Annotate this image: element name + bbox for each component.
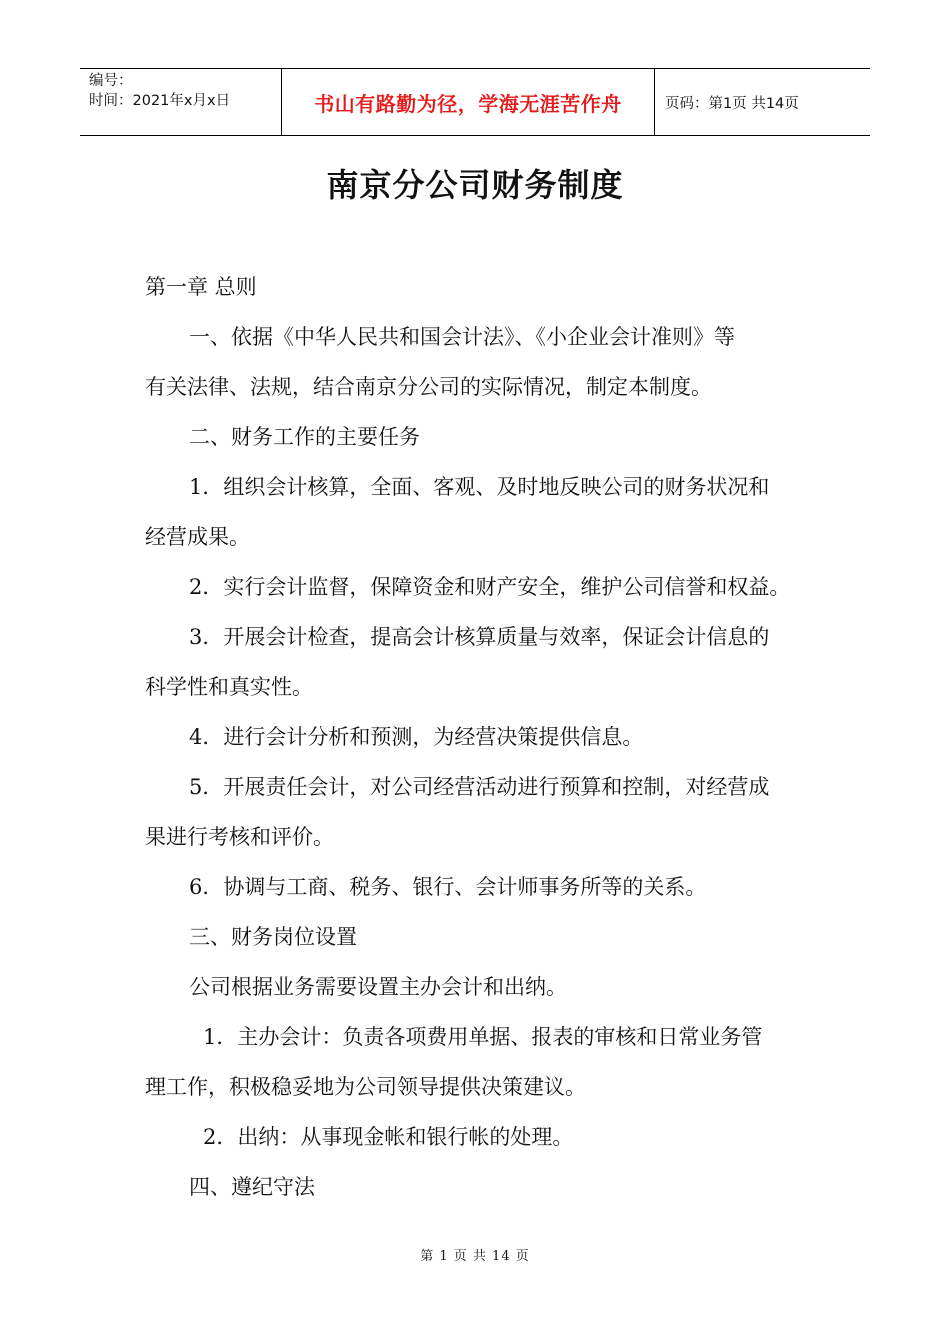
body-line: 1．主办会计：负责各项费用单据、报表的审核和日常业务管 (203, 1025, 763, 1049)
header-meta-cell (80, 69, 281, 135)
body-line: 6．协调与工商、税务、银行、会计师事务所等的关系。 (189, 875, 707, 899)
body-line: 有关法律、法规，结合南京分公司的实际情况，制定本制度。 (145, 375, 712, 399)
header-motto-cell (281, 69, 655, 135)
body-line: 科学性和真实性。 (145, 675, 313, 699)
document-time-label: 时间：2021年x月x日 (89, 93, 231, 109)
body-line: 果进行考核和评价。 (145, 825, 334, 849)
body-line: 4．进行会计分析和预测，为经营决策提供信息。 (189, 725, 644, 749)
document-number-label: 编号： (89, 73, 133, 89)
body-line: 2．出纳：从事现金帐和银行帐的处理。 (203, 1125, 574, 1149)
body-line: 经营成果。 (145, 525, 250, 549)
document-title: 南京分公司财务制度 (326, 166, 624, 204)
body-line: 理工作，积极稳妥地为公司领导提供决策建议。 (145, 1075, 586, 1099)
body-line: 1．组织会计核算，全面、客观、及时地反映公司的财务状况和 (189, 475, 770, 499)
body-line: 第一章 总则 (145, 275, 257, 299)
header-table (80, 68, 870, 136)
header-page-info: 页码：第1页 共14页 (665, 95, 799, 112)
body-line: 5．开展责任会计，对公司经营活动进行预算和控制，对经营成 (189, 775, 770, 799)
body-line: 公司根据业务需要设置主办会计和出纳。 (189, 975, 567, 999)
header-motto: 书山有路勤为径，学海无涯苦作舟 (314, 91, 622, 116)
body-line: 三、财务岗位设置 (189, 925, 357, 949)
page-footer: 第 1 页 共 14 页 (420, 1249, 530, 1264)
body-line: 2．实行会计监督，保障资金和财产安全，维护公司信誉和权益。 (189, 575, 791, 599)
body-line: 二、财务工作的主要任务 (189, 425, 420, 449)
body-line: 3．开展会计检查，提高会计核算质量与效率，保证会计信息的 (189, 625, 770, 649)
body-line: 四、遵纪守法 (189, 1175, 315, 1199)
header-page-cell (655, 69, 870, 135)
document-body (145, 262, 825, 1212)
body-line: 一、依据《中华人民共和国会计法》、《小企业会计准则》等 (189, 325, 735, 349)
